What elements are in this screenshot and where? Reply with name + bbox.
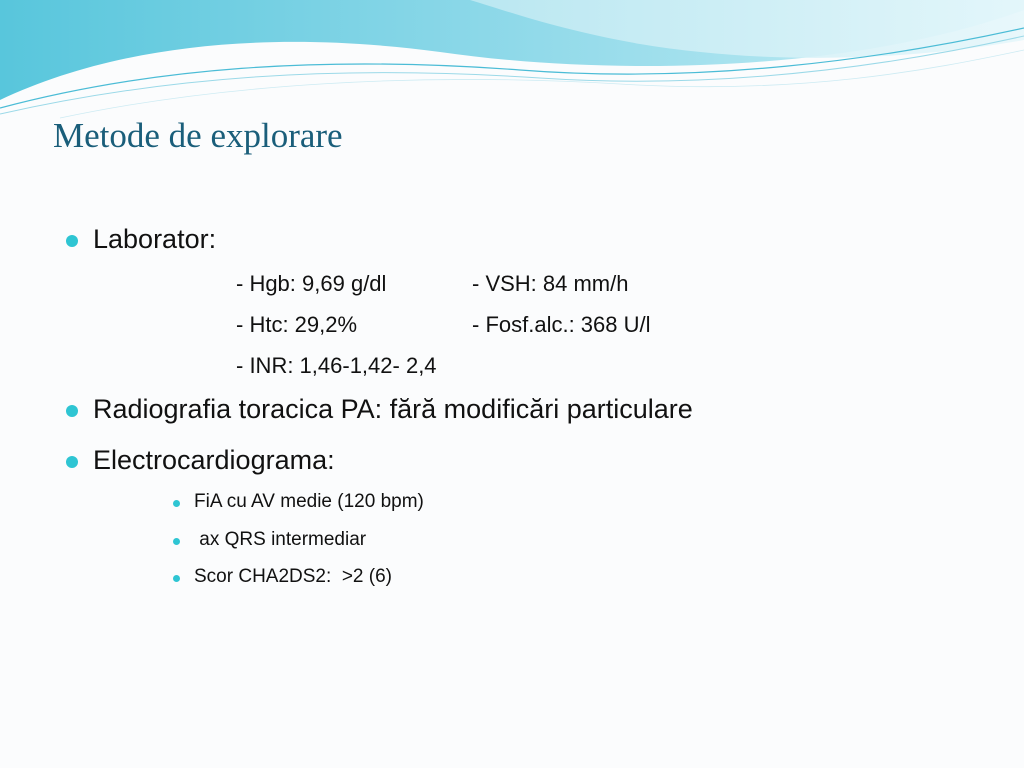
bullet-electrocardiograma: Electrocardiograma: — [93, 445, 335, 475]
sub-bullet-dot-icon — [173, 538, 180, 545]
sub-bullet-dot-icon — [173, 500, 180, 507]
lab-value-htc: - Htc: 29,2% — [236, 312, 358, 337]
lab-value-hgb: - Hgb: 9,69 g/dl — [236, 271, 387, 296]
bullet-dot-icon — [66, 456, 78, 468]
ecg-item-ax-qrs: ax QRS intermediar — [194, 529, 367, 550]
bullet-laborator: Laborator: — [93, 224, 217, 254]
lab-value-fosf-alc: - Fosf.alc.: 368 U/l — [472, 312, 651, 337]
bullet-dot-icon — [66, 235, 78, 247]
sub-bullet-dot-icon — [173, 575, 180, 582]
lab-value-vsh: - VSH: 84 mm/h — [472, 271, 629, 296]
lab-value-inr: - INR: 1,46-1,42- 2,4 — [236, 353, 437, 378]
bullet-radiografia: Radiografia toracica PA: fără modificări particulare — [93, 394, 693, 424]
slide-title: Metode de explorare — [53, 116, 343, 155]
ecg-item-scor: Scor CHA2DS2: >2 (6) — [194, 566, 392, 587]
ecg-item-fia: FiA cu AV medie (120 bpm) — [194, 491, 424, 512]
header-wave-decoration — [0, 0, 1024, 130]
bullet-dot-icon — [66, 405, 78, 417]
